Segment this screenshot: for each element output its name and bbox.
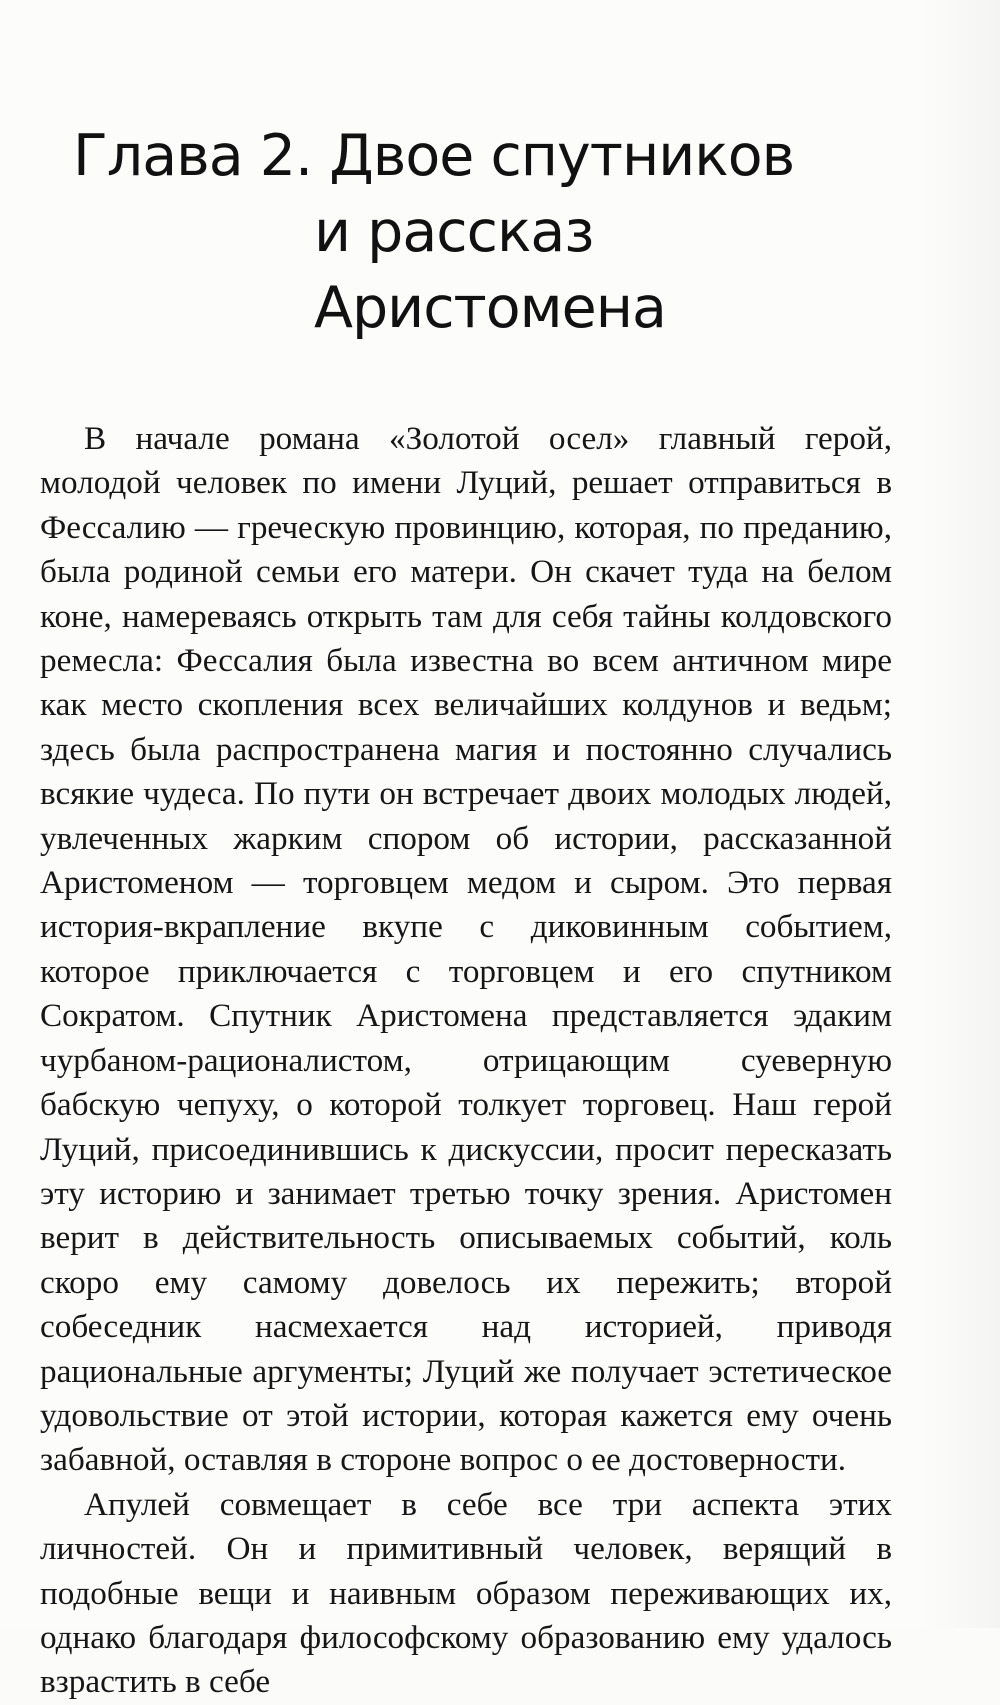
body-text [40, 417, 892, 1705]
paragraph-2: Апулей совмещает в себе все три аспекта этих личностей. Он и примитивный человек, верящий в подобные вещи и наивным образом переживающих их, однако благодаря философскому образованию ему удалось взрастить в себе [40, 1485, 892, 1701]
chapter-title [40, 118, 940, 346]
paragraph-1: В начале романа «Золотой осел» главный герой, молодой человек по имени Луций, решает отправиться в Фессалию — греческую провинцию, которая, по преданию, была родиной семьи его матери. Он скачет туда на белом коне, намереваясь открыть там для себя тайны колдовского ремесла: Фессалия была известна во всем античном мире как место скопления всех величайших колдунов и ведьм; здесь была распространена магия и постоянно случались всякие чудеса. По пути он встречает двоих молодых людей, увлеченных жарким спором об истории, рассказанной Аристоменом — торговцем медом и сыром. Это первая история-вкрапление вкупе с диковинным событием, которое приключается с торговцем и его спутником Сократом. Спутник Аристомена представляется эдаким чурбаном-рационалистом, отрицающим суеверную бабскую чепуху, о которой толкует торговец. Наш герой Луций, присоединившись к дискуссии, просит пересказать эту историю и занимает третью точку зрения. Аристомен верит в действительность описываемых событий, коль скоро ему самому довелось их пережить; второй собеседник насмехается над историей, приводя рациональные аргументы; Луций же получает эстетическое удовольствие от этой истории, которая кажется ему очень забавной, оставляя в стороне вопрос о ее достоверности. [40, 420, 892, 1479]
chapter-title-line-3: Аристомена [314, 275, 666, 341]
chapter-title-line-2: и рассказ [314, 199, 594, 265]
chapter-title-line-1: Глава 2. Двое спутников [73, 123, 795, 189]
